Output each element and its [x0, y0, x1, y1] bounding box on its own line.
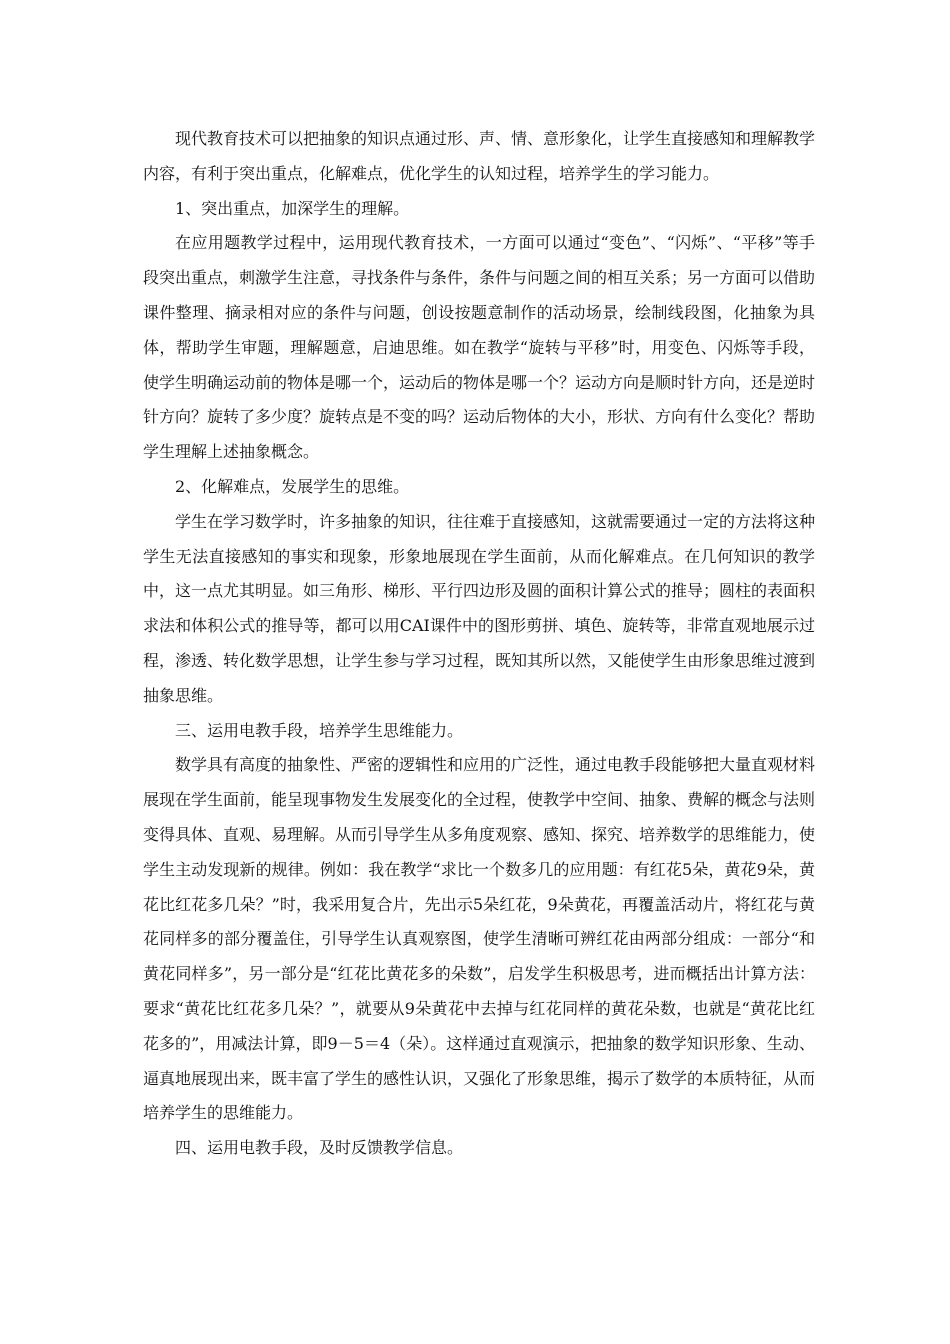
paragraph-section-2: 学生在学习数学时，许多抽象的知识，往往难于直接感知，这就需要通过一定的方法将这种学生无法直接感知的事实和现象，形象地展现在学生面前，从而化解难点。在几何知识的教学中，这一点尤其明显。如三角形、梯形、平行四边形及圆的面积计算公式的推导；圆柱的表面积求法和体积公式的推导等，都可以用CAI课件中的图形剪拼、填色、旋转等，非常直观地展示过程，渗透、转化数学思想，让学生参与学习过程，既知其所以然，又能使学生由形象思维过渡到抽象思维。 [143, 511, 816, 705]
section-heading-1: 1、突出重点，加深学生的理解。 [175, 198, 410, 218]
section-heading-3: 三、运用电教手段，培养学生思维能力。 [175, 720, 464, 740]
paragraph-section-1: 在应用题教学过程中，运用现代教育技术，一方面可以通过“变色”、“闪烁”、“平移”等手段突出重点，刺激学生注意，寻找条件与条件，条件与问题之间的相互关系；另一方面可以借助课件整理、摘录相对应的条件与问题，创设按题意制作的活动场景，绘制线段图，化抽象为具体，帮助学生审题，理解题意，启迪思维。如在教学“旋转与平移”时，用变色、闪烁等手段，使学生明确运动前的物体是哪一个，运动后的物体是哪一个？运动方向是顺时针方向，还是逆时针方向？旋转了多少度？旋转点是不变的吗？运动后物体的大小，形状、方向有什么变化？帮助学生理解上述抽象概念。 [143, 233, 816, 462]
paragraph-section-3: 数学具有高度的抽象性、严密的逻辑性和应用的广泛性，通过电教手段能够把大量直观材料展现在学生面前，能呈现事物发生发展变化的全过程，使教学中空间、抽象、费解的概念与法则变得具体、直观、易理解。从而引导学生从多角度观察、感知、探究、培养数学的思维能力，使学生主动发现新的规律。例如：我在教学“求比一个数多几的应用题：有红花5朵，黄花9朵，黄花比红花多几朵？”时，我采用复合片，先出示5朵红花，9朵黄花，再覆盖活动片，将红花与黄花同样多的部分覆盖住，引导学生认真观察图，使学生清晰可辨红花由两部分组成：一部分“和黄花同样多”，另一部分是“红花比黄花多的朵数”，启发学生积极思考，进而概括出计算方法：要求“黄花比红花多几朵？”，就要从9朵黄花中去掉与红花同样的黄花朵数，也就是“黄花比红花多的”，用减法计算，即9－5＝4（朵）。这样通过直观演示，把抽象的数学知识形象、生动、逼真地展现出来，既丰富了学生的感性认识，又强化了形象思维，揭示了数学的本质特征，从而培养学生的思维能力。 [143, 755, 816, 1123]
section-heading-4: 四、运用电教手段，及时反馈教学信息。 [175, 1138, 464, 1158]
paragraph-intro: 现代教育技术可以把抽象的知识点通过形、声、情、意形象化，让学生直接感知和理解教学内容，有利于突出重点，化解难点，优化学生的认知过程，培养学生的学习能力。 [143, 129, 816, 183]
document-body [143, 122, 815, 1166]
section-heading-2: 2、化解难点，发展学生的思维。 [175, 476, 410, 496]
